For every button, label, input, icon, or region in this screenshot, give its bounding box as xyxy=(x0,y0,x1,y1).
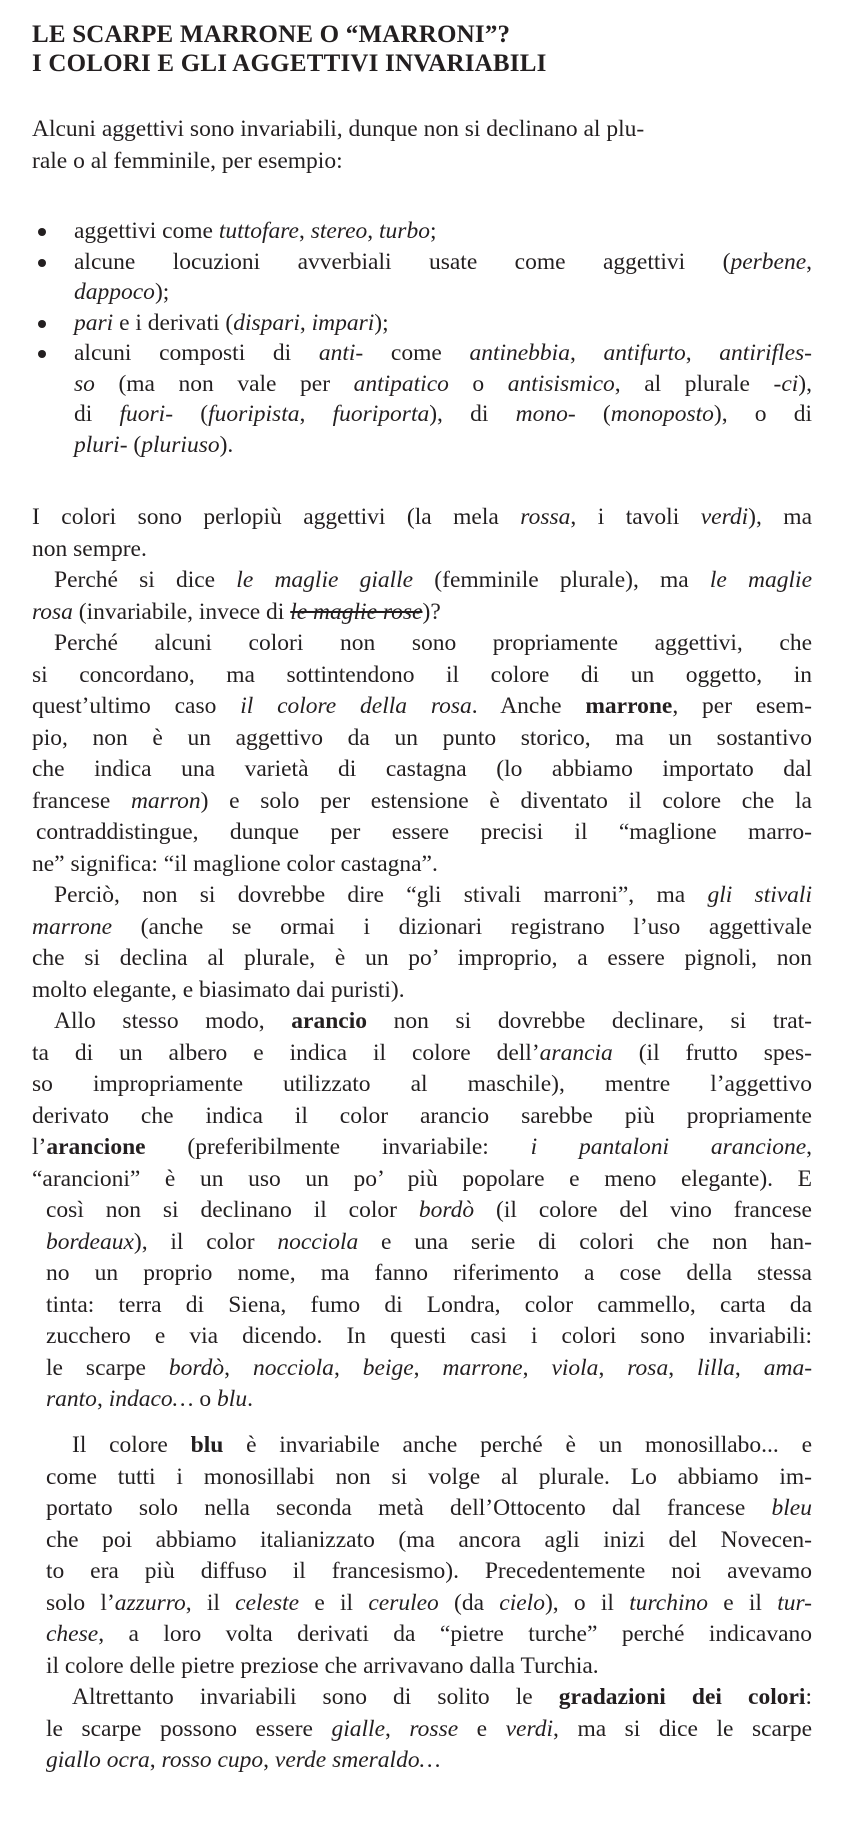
text-line: to era più diffuso il francesismo). Precedentemente noi avevamo xyxy=(46,1558,812,1584)
text-line: Perciò, non si dovrebbe dire “gli stivali marroni”, ma gli stivali xyxy=(54,882,812,908)
text-line: Allo stesso modo, arancio non si dovrebbe declinare, si trat- xyxy=(54,1008,812,1034)
text-line: rale o al femminile, per esempio: xyxy=(32,147,343,174)
text-line: ta di un albero e indica il colore dell’arancia (il frutto spes- xyxy=(32,1039,812,1066)
text-line: le scarpe bordò, nocciola, beige, marrone, viola, rosa, lilla, ama- xyxy=(46,1354,813,1381)
list-item: pari e i derivati (dispari, impari); xyxy=(32,308,812,339)
text-line: bordeaux), il color nocciola e una serie di colori che non han- xyxy=(46,1228,812,1255)
page-title xyxy=(32,20,812,78)
text-line: pio, non è un aggettivo da un punto storico, ma un sostantivo xyxy=(32,724,812,751)
text-line: Perché alcuni colori non sono propriamente aggettivi, che xyxy=(54,630,812,656)
text-line: molto elegante, e biasimato dai puristi). xyxy=(32,976,405,1003)
text-line: così non si declinano il color bordò (il colore del vino francese xyxy=(46,1197,812,1223)
text-line: il colore delle pietre preziose che arrivavano dalla Turchia. xyxy=(46,1652,599,1679)
paragraph xyxy=(32,628,812,880)
paragraph xyxy=(32,502,812,565)
text-line: solo l’azzurro, il celeste e il ceruleo (da cielo), o il turchino e il tur- xyxy=(46,1589,812,1616)
bullet-icon xyxy=(38,228,46,236)
paragraph xyxy=(32,1430,812,1682)
bullet-icon xyxy=(38,350,46,358)
text-line: no un proprio nome, ma fanno riferimento a cose della stessa xyxy=(46,1260,812,1286)
bullet-icon xyxy=(38,320,46,328)
paragraph xyxy=(32,1682,812,1777)
list-item-continuation: pluri- (pluriuso). xyxy=(74,431,234,458)
list-item: alcune locuzioni avverbiali usate come aggettivi (perbene, xyxy=(32,247,812,278)
text-line: che poi abbiamo italianizzato (ma ancora agli inizi del Novecen- xyxy=(46,1526,812,1553)
text-line: giallo ocra, rosso cupo, verde smeraldo… xyxy=(46,1747,441,1773)
text-line: come tutti i monosillabi non si volge al plurale. Lo abbiamo im- xyxy=(46,1463,812,1490)
text-line: che indica una varietà di castagna (lo abbiamo importato dal xyxy=(32,756,812,782)
bullet-list xyxy=(32,216,812,460)
list-item: aggettivi come tuttofare, stereo, turbo; xyxy=(32,216,812,247)
text-line: le scarpe possono essere gialle, rosse e verdi, ma si dice le scarpe xyxy=(46,1715,812,1742)
list-item-continuation: di fuori- (fuoripista, fuoriporta), di mono- (monoposto), o di xyxy=(74,401,813,427)
text-line: so impropriamente utilizzato al maschile), mentre l’aggettivo xyxy=(32,1071,812,1097)
text-line: rosa (invariabile, invece di le maglie rose)? xyxy=(32,598,441,625)
text-line: che si declina al plurale, è un po’ improprio, a essere pignoli, non xyxy=(32,945,812,971)
text-line: l’arancione (preferibilmente invariabile: i pantaloni arancione, xyxy=(32,1134,812,1160)
strikethrough-text: le maglie rose xyxy=(290,598,423,625)
text-line: ne” significa: “il maglione color castagna”. xyxy=(32,850,438,877)
text-line: chese, a loro volta derivati da “pietre turche” perché indicavano xyxy=(46,1621,812,1647)
text-line: si concordano, ma sottintendono il colore di un oggetto, in xyxy=(32,661,812,688)
intro-paragraph xyxy=(32,114,812,177)
text-line: non sempre. xyxy=(32,535,147,562)
text-line: “arancioni” è un uso un po’ più popolare e meno elegante). E xyxy=(32,1165,812,1192)
text-line: zucchero e via dicendo. In questi casi i colori sono invariabili: xyxy=(46,1323,812,1349)
list-item: alcuni composti di anti- come antinebbia, antifurto, antirifles- xyxy=(32,338,812,369)
text-line: tinta: terra di Siena, fumo di Londra, color cammello, carta da xyxy=(46,1291,812,1318)
list-item-continuation: dappoco); xyxy=(74,279,170,305)
text-line: contraddistingue, dunque per essere precisi il “maglione marro- xyxy=(36,819,812,845)
paragraph xyxy=(32,880,812,1006)
paragraph xyxy=(32,1006,812,1416)
text-line: portato solo nella seconda metà dell’Ottocento dal francese bleu xyxy=(46,1495,812,1521)
text-line: Altrettanto invariabili sono di solito le gradazioni dei colori: xyxy=(72,1684,812,1710)
text-line: Perché si dice le maglie gialle (femminile plurale), ma le maglie xyxy=(54,567,813,593)
list-item-continuation: so (ma non vale per antipatico o antisismico, al plurale -ci), xyxy=(74,370,812,397)
text-line: derivato che indica il color arancio sarebbe più propriamente xyxy=(32,1102,812,1129)
title-line: LE SCARPE MARRONE O “MARRONI”? xyxy=(32,21,511,48)
text-line: marrone (anche se ormai i dizionari registrano l’uso aggettivale xyxy=(32,913,812,940)
bullet-icon xyxy=(38,259,46,267)
paragraph xyxy=(32,565,812,628)
text-line: quest’ultimo caso il colore della rosa. Anche marrone, per esem- xyxy=(32,693,812,719)
text-line: francese marron) e solo per estensione è diventato il colore che la xyxy=(32,787,812,814)
text-line: Il colore blu è invariabile anche perché è un monosillabo... e xyxy=(72,1432,812,1458)
text-line: I colori sono perlopiù aggettivi (la mela rossa, i tavoli verdi), ma xyxy=(32,504,813,530)
title-line: I COLORI E GLI AGGETTIVI INVARIABILI xyxy=(32,50,547,77)
text-line: Alcuni aggettivi sono invariabili, dunque non si declinano al plu- xyxy=(32,116,645,142)
text-line: ranto, indaco… o blu. xyxy=(46,1386,253,1412)
